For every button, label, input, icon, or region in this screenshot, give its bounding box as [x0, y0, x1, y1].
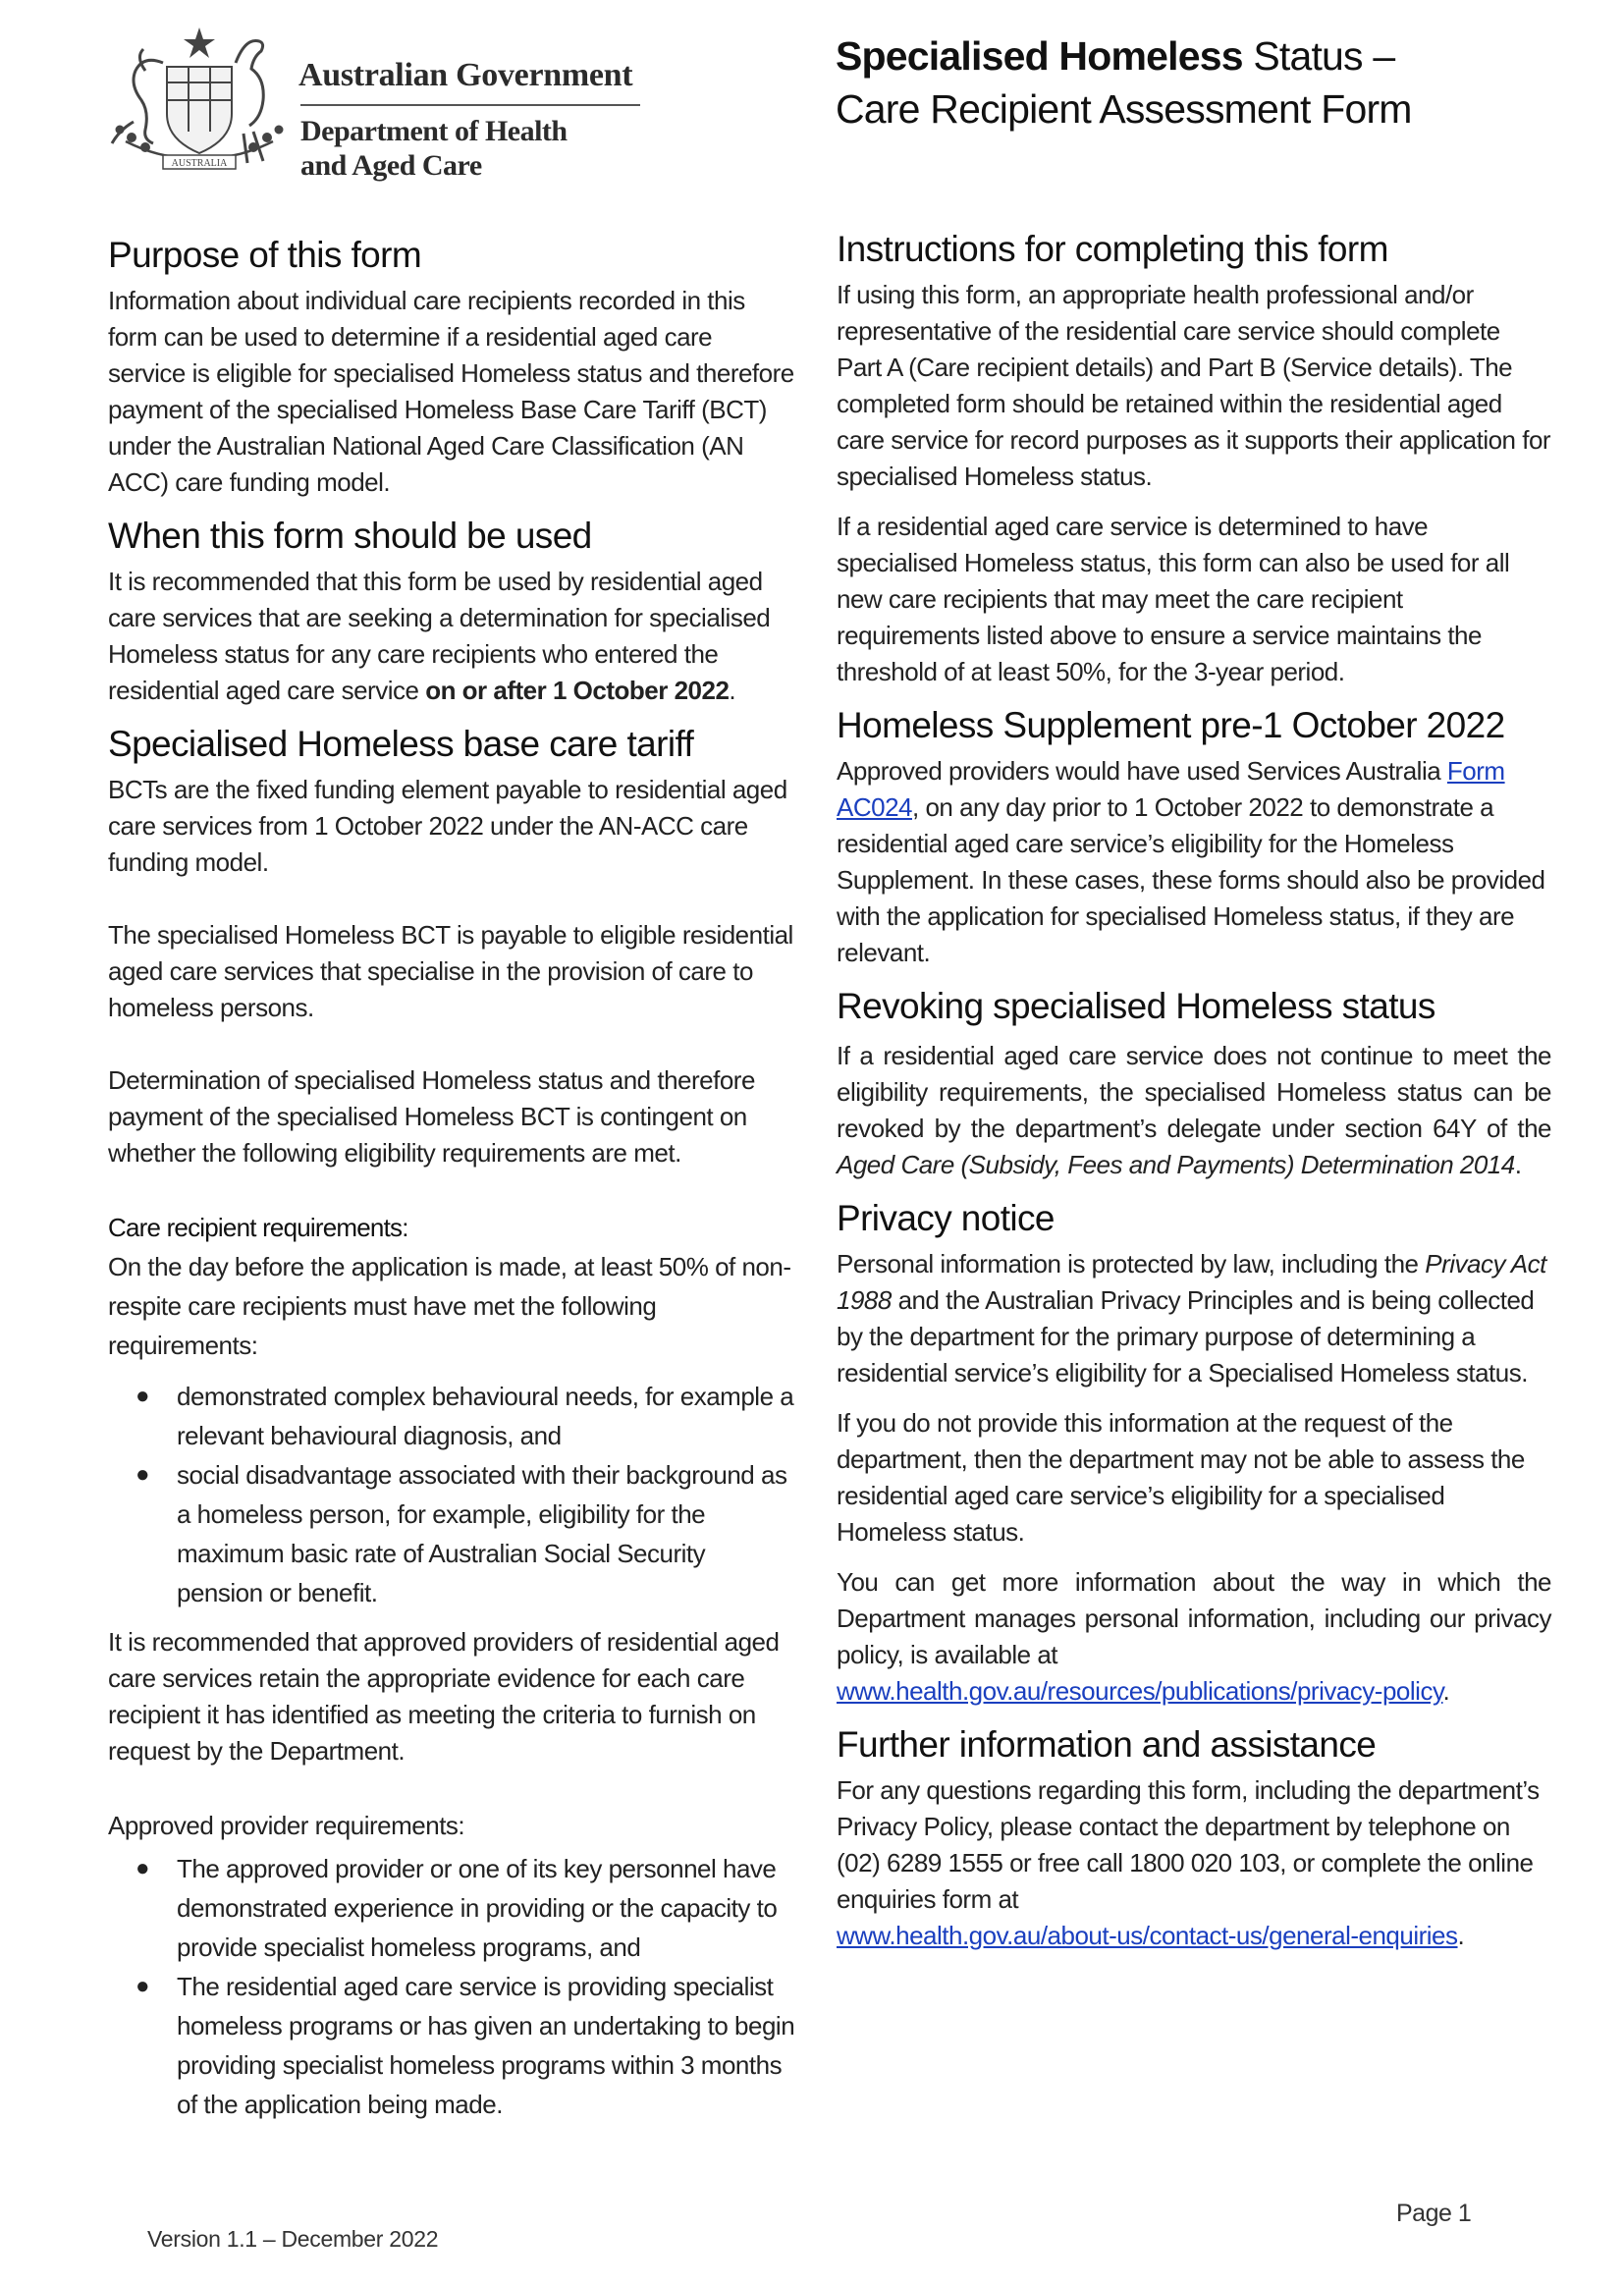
- determination-title: Aged Care (Subsidy, Fees and Payments) Determination 2014: [837, 1150, 1515, 1179]
- form-title-rest: Status –: [1242, 33, 1395, 79]
- privacy-heading: Privacy notice: [837, 1198, 1055, 1238]
- bullet-icon: ●: [135, 1973, 149, 1999]
- bullet-icon: ●: [135, 1461, 149, 1488]
- when-section: [108, 515, 795, 709]
- purpose-section: [108, 234, 795, 501]
- provider-requirements-heading: Approved provider requirements:: [108, 1811, 465, 1840]
- revoking-heading: Revoking specialised Homeless status: [837, 986, 1435, 1026]
- privacy-policy-link[interactable]: www.health.gov.au/resources/publications/privacy-policy: [837, 1676, 1443, 1706]
- when-heading: When this form should be used: [108, 516, 592, 556]
- purpose-heading: Purpose of this form: [108, 235, 422, 275]
- privacy-paragraph-3: You can get more information about the way in which the Department manages personal information, including our privacy policy, is available at www.health.gov.au/resources/publications/privacy-policy.: [837, 1567, 1551, 1706]
- further-info-section: [837, 1723, 1551, 1954]
- privacy-section: [837, 1197, 1551, 1710]
- privacy-paragraph-2: If you do not provide this information at the request of the department, then the department may not be able to assess the residential aged care service’s eligibility for a specialised Homeless status.: [837, 1408, 1525, 1547]
- tariff-paragraph-2: The specialised Homeless BCT is payable to eligible residential aged care services that specialise in the provision of care to homeless persons.: [108, 920, 793, 1022]
- coat-of-arms-icon: [106, 24, 293, 181]
- privacy-paragraph-1: Personal information is protected by law, including the Privacy Act 1988 and the Australian Privacy Principles and is being collected by the department for the primary purpose of determining a residential service’s eligibility for a Specialised Homeless status.: [837, 1249, 1546, 1387]
- supplement-section: [837, 704, 1551, 971]
- logo-divider: [300, 104, 640, 106]
- version-label: Version 1.1 – December 2022: [147, 2226, 439, 2252]
- crest-scroll-text: AUSTRALIA: [171, 158, 228, 169]
- care-requirements-heading: Care recipient requirements:: [108, 1213, 408, 1242]
- page-number: Page 1: [1396, 2200, 1472, 2227]
- care-requirements-intro: On the day before the application is made, at least 50% of non-respite care recipients must have met the following requirements:: [108, 1252, 791, 1360]
- government-logo: [106, 24, 656, 190]
- general-enquiries-link[interactable]: www.health.gov.au/about-us/contact-us/general-enquiries: [837, 1921, 1458, 1950]
- department-name: Department of Health and Aged Care: [300, 115, 568, 182]
- supplement-text: Approved providers would have used Services Australia Form AC024, on any day prior to 1 October 2022 to demonstrate a residential aged care service’s eligibility for the Homeless Supplement. In these cases, these forms should also be provided with the application for specialised Homeless status, if they are relevant.: [837, 756, 1545, 967]
- revoking-text: If a residential aged care service does not continue to meet the eligibility requirements, the specialised Homeless status can be revoked by the department’s delegate under section 64Y of the Aged Care (Subsidy, Fees and Payments) Determination 2014.: [837, 1041, 1551, 1179]
- further-info-text: For any questions regarding this form, including the department’s Privacy Policy, please contact the department by telephone on (02) 6289 1555 or free call 1800 020 103, or complete the online enquiries form at www.health.gov.au/about-us/contact-us/general-enquiries.: [837, 1775, 1540, 1950]
- instructions-section: [837, 228, 1551, 690]
- care-requirements-outro: It is recommended that approved providers of residential aged care services retain the appropriate evidence for each care recipient it has identified as meeting the criteria to furnish on request by the Department.: [108, 1627, 780, 1766]
- when-text: [108, 564, 795, 709]
- instructions-heading: Instructions for completing this form: [837, 229, 1388, 269]
- revoking-section: [837, 985, 1551, 1183]
- when-text-end: .: [729, 676, 736, 705]
- government-name: Australian Government: [298, 57, 633, 93]
- privacy-act-title: Privacy Act 1988: [837, 1249, 1546, 1315]
- provider-requirements: [108, 1806, 795, 2124]
- supplement-heading: Homeless Supplement pre-1 October 2022: [837, 705, 1505, 745]
- provider-requirements-list: [108, 1849, 795, 2124]
- instructions-paragraph-2: If a residential aged care service is determined to have specialised Homeless status, this form can also be used for all new care recipients that may meet the care recipient requirements listed above to ensure a service maintains the threshold of at least 50%, for the 3-year period.: [837, 512, 1510, 686]
- tariff-paragraph-1: BCTs are the fixed funding element payable to residential aged care services from 1 October 2022 under the AN-ACC care funding model.: [108, 775, 787, 877]
- tariff-paragraph-3: Determination of specialised Homeless status and therefore payment of the specialised Homeless BCT is contingent on whether the following eligibility requirements are met.: [108, 1065, 755, 1168]
- form-ac024-link[interactable]: Form AC024: [837, 756, 1505, 822]
- form-title-bold: Specialised Homeless: [836, 33, 1243, 79]
- bullet-icon: ●: [135, 1383, 149, 1409]
- bullet-icon: ●: [135, 1855, 149, 1881]
- care-requirements-list: [108, 1377, 795, 1612]
- instructions-paragraph-1: If using this form, an appropriate health professional and/or representative of the residential care service should complete Part A (Care recipient details) and Part B (Service details). The completed form should be retained within the residential aged care service for record purposes as it supports their application for specialised Homeless status.: [837, 280, 1551, 491]
- care-recipient-requirements: [108, 1208, 795, 1612]
- left-column: [108, 234, 795, 2136]
- list-item: ● social disadvantage associated with their background as a homeless person, for example, eligibility for the maximum basic rate of Australian Social Security pension or benefit.: [177, 1455, 795, 1612]
- further-info-heading: Further information and assistance: [837, 1724, 1377, 1765]
- list-item: ● The residential aged care service is providing specialist homeless programs or has given an undertaking to begin providing specialist homeless programs within 3 months of the application being made.: [177, 1967, 795, 2124]
- form-title-line2: Care Recipient Assessment Form: [836, 86, 1412, 132]
- form-title: [836, 29, 1523, 136]
- tariff-heading: Specialised Homeless base care tariff: [108, 724, 694, 764]
- tariff-section: [108, 723, 795, 1171]
- when-text-main: It is recommended that this form be used by residential aged care services that are seeking a determination for specialised Homeless status for any care recipients who entered the residential aged care service: [108, 567, 771, 705]
- list-item: ● The approved provider or one of its key personnel have demonstrated experience in providing or the capacity to provide specialist homeless programs, and: [177, 1849, 795, 1967]
- when-date: on or after 1 October 2022: [425, 676, 730, 705]
- right-column: [837, 228, 1551, 1954]
- purpose-text: Information about individual care recipients recorded in this form can be used to determine if a residential aged care service is eligible for specialised Homeless status and therefore payment of the specialised Homeless Base Care Tariff (BCT) under the Australian National Aged Care Classification (AN ACC) care funding model.: [108, 286, 794, 497]
- list-item: ● demonstrated complex behavioural needs, for example a relevant behavioural diagnosis, and: [177, 1377, 795, 1455]
